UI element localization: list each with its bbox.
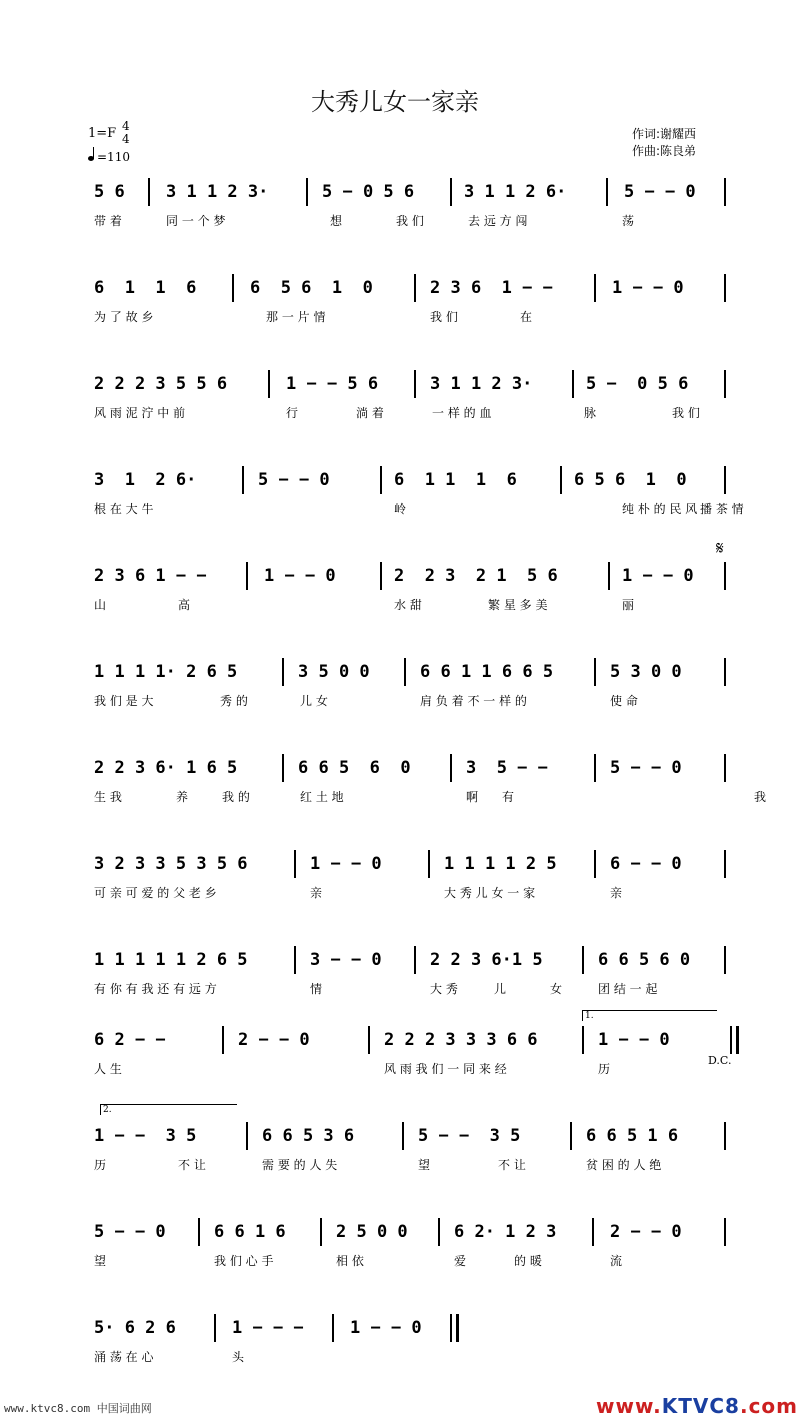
score-row [0,274,790,354]
measure-notes: 3 2 3 3 5 3 5 6 [94,854,248,874]
lyric-fragment: 儿 [494,982,507,996]
notes-line [0,1026,790,1056]
measure-notes: 5 − − 0 [624,182,696,202]
time-signature-bottom: 4 [122,132,130,146]
measure-notes: 5 6 [94,182,125,202]
repeat-barline [730,1026,738,1054]
measure-notes: 1 − − − [232,1318,304,1338]
lyric-fragment: 根 在 大 牛 [94,502,154,516]
lyrics-line [0,212,790,232]
measure-notes: 5 − − 0 [610,758,682,778]
barline [594,754,596,782]
lyric-fragment: 在 [520,310,533,324]
measure-notes: 6 2 − − [94,1030,166,1050]
lyrics-line [0,1156,790,1176]
lyric-fragment: 涌 荡 在 心 [94,1350,154,1364]
notes-line [0,274,790,304]
footer-brand-logo [596,1394,798,1418]
lyrics-line [0,788,790,808]
measure-notes: 2 2 3 6·1 5 [430,950,543,970]
lyric-fragment: 为 了 故 乡 [94,310,154,324]
notes-line [0,562,790,592]
measure-notes: 6 5 6 1 0 [250,278,373,298]
barline [282,754,284,782]
barline [320,1218,322,1246]
measure-notes: 6 6 5 6 0 [298,758,411,778]
score-row [0,466,790,546]
measure-notes: 5 − 0 5 6 [322,182,415,202]
measure-notes: 1 − − 5 6 [286,374,379,394]
time-signature-top: 4 [122,119,130,133]
measure-notes: 1 − − 0 [612,278,684,298]
footer-brand-suffix: .com [739,1394,798,1418]
lyric-fragment: 大 秀 [430,982,458,996]
lyric-fragment: 使 命 [610,694,638,708]
measure-notes: 2 2 2 3 3 3 6 6 [384,1030,538,1050]
barline [724,754,726,782]
barline [594,850,596,878]
lyric-fragment: 红 土 地 [300,790,344,804]
lyric-fragment: 相 依 [336,1254,364,1268]
song-title: 大秀儿女一家亲 [311,88,479,116]
final-barline [450,1314,458,1342]
measure-notes: 5 3 0 0 [610,662,682,682]
footer-site-text: www.ktvc8.com 中国词曲网 [4,1402,152,1415]
lyric-fragment: 的 暖 [514,1254,542,1268]
lyrics-line [0,1060,790,1080]
lyrics-line [0,1348,790,1368]
quarter-note-icon [88,156,94,161]
measure-notes: 5 − − 0 [94,1222,166,1242]
lyrics-line [0,596,790,616]
lyric-fragment: 风 雨 我 们 一 同 来 经 [384,1062,507,1076]
lyric-fragment: 纯 朴 的 民 风 [622,502,698,516]
barline [724,274,726,302]
barline [232,274,234,302]
measure-notes: 3 5 − − [466,758,548,778]
lyric-fragment: 山 [94,598,107,612]
measure-notes: 1 1 1 1 2 5 [444,854,557,874]
lyric-fragment: 繁 星 多 美 [488,598,548,612]
lyric-fragment: 可 亲 可 爱 的 父 老 乡 [94,886,217,900]
barline [282,658,284,686]
measure-notes: 6 1 1 6 [94,278,197,298]
barline [414,946,416,974]
measure-notes: 2 2 2 3 5 5 6 [94,374,228,394]
barline [592,1218,594,1246]
tempo-marking [88,150,130,164]
measure-notes: 3 − − 0 [310,950,382,970]
lyric-fragment: 我 们 [672,406,700,420]
measure-notes: 6 1 1 1 6 [394,470,517,490]
measure-notes: 3 5 0 0 [298,662,370,682]
barline [594,658,596,686]
measure-notes: 6 5 6 1 0 [574,470,687,490]
barline [222,1026,224,1054]
notes-line [0,466,790,496]
barline [724,562,726,590]
score-row [0,370,790,450]
barline [606,178,608,206]
barline [242,466,244,494]
measure-notes: 5· 6 2 6 [94,1318,176,1338]
measure-notes: 6 2· 1 2 3 [454,1222,557,1242]
measure-notes: 2 3 6 1 − − [430,278,553,298]
lyric-fragment: 岭 [394,502,407,516]
lyric-fragment: 爱 [454,1254,467,1268]
score-row [0,754,790,834]
lyric-fragment: 需 要 的 人 失 [262,1158,338,1172]
lyric-fragment: 啊 [466,790,479,804]
barline [414,370,416,398]
score-row [0,1314,790,1394]
lyric-fragment: 亲 [310,886,323,900]
score-row [0,850,790,930]
barline [214,1314,216,1342]
lyric-fragment: 望 [418,1158,431,1172]
lyric-fragment: 情 [310,982,323,996]
barline [724,1218,726,1246]
measure-notes: 3 1 2 6· [94,470,197,490]
barline [306,178,308,206]
score-row [0,1026,790,1106]
measure-notes: 6 6 5 6 0 [598,950,691,970]
barline [428,850,430,878]
lyric-fragment: 儿 女 [300,694,328,708]
barline [572,370,574,398]
lyric-fragment: 我 们 心 手 [214,1254,274,1268]
barline [560,466,562,494]
barline [724,658,726,686]
barline [450,178,452,206]
barline [246,1122,248,1150]
barline [724,466,726,494]
lyric-fragment: 想 [330,214,343,228]
measure-notes: 1 1 1 1 1 2 6 5 [94,950,248,970]
barline [380,562,382,590]
lyrics-line [0,692,790,712]
measure-notes: 1 − − 0 [622,566,694,586]
lyric-fragment: 脉 [584,406,597,420]
score-row [0,1122,790,1202]
lyric-fragment: 团 结 一 起 [598,982,658,996]
measure-notes: 6 6 5 1 6 [586,1126,679,1146]
measure-notes: 1 − − 0 [310,854,382,874]
barline [294,946,296,974]
barline [380,466,382,494]
measure-notes: 5 − − 0 [258,470,330,490]
lyric-fragment: 我 [754,790,767,804]
lyrics-line [0,980,790,1000]
lyric-fragment: 秀 的 [220,694,248,708]
lyric-fragment: 历 [94,1158,107,1172]
measure-notes: 3 1 1 2 3· [166,182,269,202]
lyric-fragment: 淌 着 [356,406,384,420]
barline [724,850,726,878]
score-row [0,946,790,1026]
lyrics-line [0,1252,790,1272]
da-capo-mark: D.C. [708,1054,732,1067]
segno-sign: 𝄋 [716,538,724,558]
barline [438,1218,440,1246]
barline [368,1026,370,1054]
lyrics-line [0,500,790,520]
lyric-fragment: 有 [502,790,515,804]
composer-credit: 作曲:陈良弟 [632,144,697,158]
lyric-fragment: 一 样 的 血 [432,406,492,420]
lyric-fragment: 望 [94,1254,107,1268]
barline [450,754,452,782]
measure-notes: 2 2 3 2 1 5 6 [394,566,558,586]
measure-notes: 2 5 0 0 [336,1222,408,1242]
measure-notes: 1 − − 0 [264,566,336,586]
barline [198,1218,200,1246]
lyric-fragment: 我 的 [222,790,250,804]
lyric-fragment: 女 [550,982,563,996]
barline [268,370,270,398]
notes-line [0,178,790,208]
measure-notes: 1 − − 3 5 [94,1126,197,1146]
measure-notes: 1 − − 0 [350,1318,422,1338]
lyric-fragment: 我 们 是 大 [94,694,154,708]
measure-notes: 5 − − 3 5 [418,1126,521,1146]
second-ending-bracket: 2. [100,1104,237,1115]
barline [724,946,726,974]
lyrics-line [0,308,790,328]
barline [402,1122,404,1150]
barline [724,178,726,206]
barline [724,1122,726,1150]
barline [332,1314,334,1342]
measure-notes: 1 − − 0 [598,1030,670,1050]
lyric-fragment: 流 [610,1254,623,1268]
lyric-fragment: 不 让 [498,1158,526,1172]
score-row [0,562,790,642]
first-ending-bracket: 1. [582,1010,717,1021]
measure-notes: 2 − − 0 [610,1222,682,1242]
lyric-fragment: 那 一 片 情 [266,310,326,324]
score-row [0,178,790,258]
notes-line [0,1218,790,1248]
lyric-fragment: 高 [178,598,191,612]
measure-notes: 2 3 6 1 − − [94,566,207,586]
barline [148,178,150,206]
lyric-fragment: 不 让 [178,1158,206,1172]
barline [570,1122,572,1150]
measure-notes: 5 − 0 5 6 [586,374,689,394]
score-row [0,658,790,738]
lyrics-line [0,884,790,904]
notes-line [0,370,790,400]
lyric-fragment: 带 着 [94,214,122,228]
lyric-fragment: 我 们 [396,214,424,228]
notes-line [0,754,790,784]
measure-notes: 2 − − 0 [238,1030,310,1050]
lyric-fragment: 丽 [622,598,635,612]
lyric-fragment: 肩 负 着 不 一 样 的 [420,694,527,708]
lyricist-credit: 作词:谢耀西 [632,127,697,141]
score-row [0,1218,790,1298]
notes-line [0,946,790,976]
notes-line [0,658,790,688]
barline [608,562,610,590]
footer-brand-name: KTVC8 [661,1394,740,1418]
lyric-fragment: 生 我 [94,790,122,804]
lyric-fragment: 水 甜 [394,598,422,612]
tempo-value: =110 [97,150,130,164]
measure-notes: 2 2 3 6· 1 6 5 [94,758,238,778]
credits [632,126,696,160]
key-signature: 1=F [88,126,117,141]
measure-notes: 3 1 1 2 6· [464,182,567,202]
lyric-fragment: 行 [286,406,299,420]
barline [594,274,596,302]
measure-notes: 1 1 1 1· 2 6 5 [94,662,238,682]
lyric-fragment: 有 你 有 我 还 有 远 方 [94,982,217,996]
lyric-fragment: 荡 [622,214,635,228]
lyric-fragment: 历 [598,1062,611,1076]
barline [582,1026,584,1054]
barline [246,562,248,590]
time-signature [122,120,130,146]
lyric-fragment: 亲 [610,886,623,900]
barline [294,850,296,878]
measure-notes: 6 6 1 6 [214,1222,286,1242]
lyric-fragment: 播 茶 情 [700,502,744,516]
notes-line [0,1314,790,1344]
lyric-fragment: 头 [232,1350,245,1364]
barline [724,370,726,398]
measure-notes: 6 6 5 3 6 [262,1126,355,1146]
measure-notes: 6 6 1 1 6 6 5 [420,662,554,682]
lyric-fragment: 同 一 个 梦 [166,214,226,228]
lyric-fragment: 风 雨 泥 泞 中 前 [94,406,186,420]
barline [582,946,584,974]
measure-notes: 6 − − 0 [610,854,682,874]
lyric-fragment: 人 生 [94,1062,122,1076]
barline [404,658,406,686]
lyric-fragment: 养 [176,790,189,804]
measure-notes: 3 1 1 2 3· [430,374,533,394]
footer-brand-prefix: www. [596,1394,662,1418]
notes-line [0,1122,790,1152]
notes-line [0,850,790,880]
lyric-fragment: 去 远 方 闯 [468,214,528,228]
barline [414,274,416,302]
lyrics-line [0,404,790,424]
lyric-fragment: 大 秀 儿 女 一 家 [444,886,536,900]
lyric-fragment: 我 们 [430,310,458,324]
lyric-fragment: 贫 困 的 人 绝 [586,1158,662,1172]
